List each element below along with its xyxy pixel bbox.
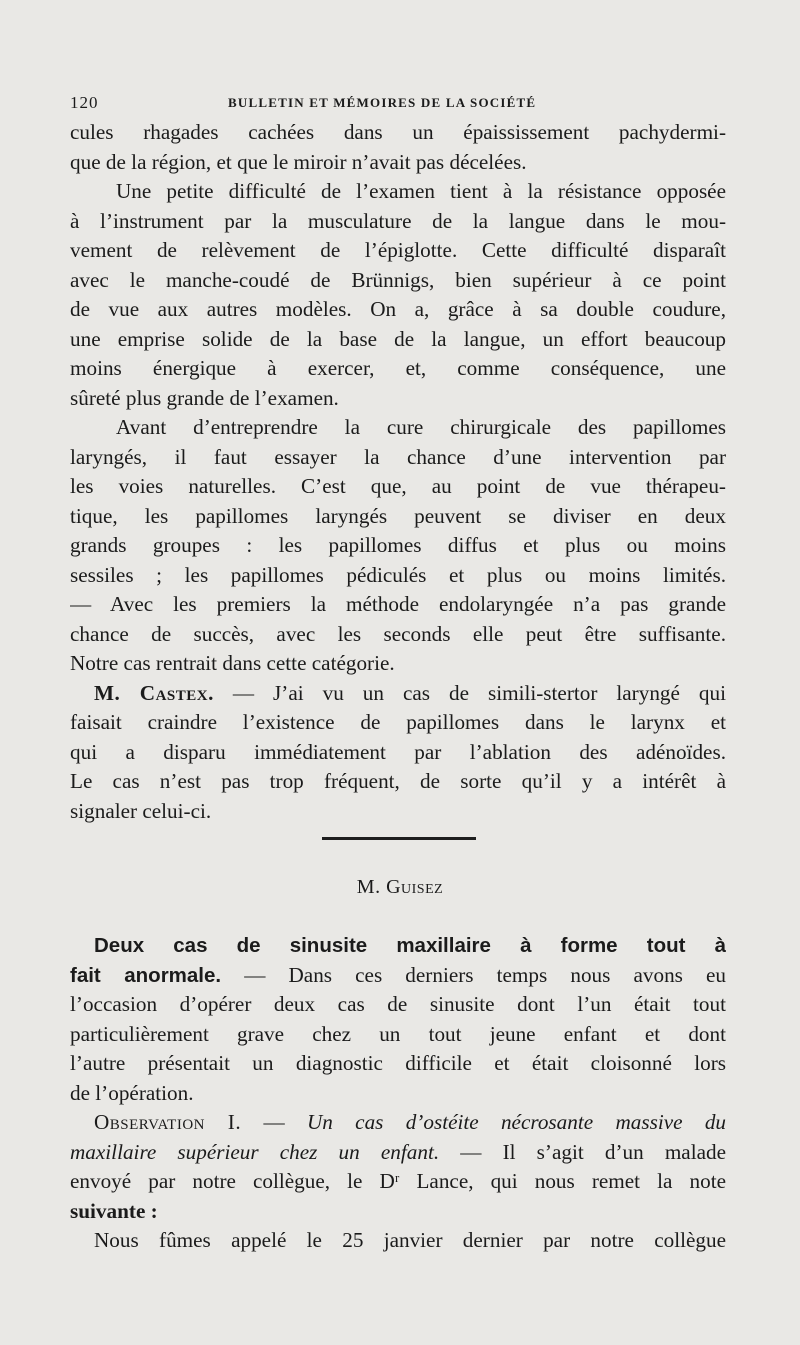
text-line: vement de relèvement de l’épiglotte. Cette difficulté disparaît (70, 238, 726, 262)
text-line: faisait craindre l’existence de papillomes dans le larynx et (70, 710, 726, 734)
speaker-name: M. Castex. (94, 680, 214, 705)
text-line (70, 961, 726, 991)
text-line: Le cas n’est pas trop fréquent, de sorte qu’il y a intérêt à (70, 769, 726, 793)
text-line: de vue aux autres modèles. On a, grâce à sa double coudure, (70, 297, 726, 321)
text-line: envoyé par notre collègue, le Dʳ Lance, qui nous remet la note (70, 1169, 726, 1193)
text-segment: — Il s’agit d’un malade (439, 1139, 726, 1164)
text-line: cules rhagades cachées dans un épaississement pachydermi- (70, 120, 726, 144)
text-line: Nous fûmes appelé le 25 janvier dernier par notre collègue (94, 1228, 726, 1252)
running-title: BULLETIN ET MÉMOIRES DE LA SOCIÉTÉ (228, 95, 537, 110)
text-line: de l’opération. (70, 1080, 194, 1105)
text-line: l’autre présentait un diagnostic difficile et était cloisonné lors (70, 1051, 726, 1075)
text-line: que de la région, et que le miroir n’avait pas décelées. (70, 149, 527, 174)
text-line: qui a disparu immédiatement par l’ablation des adénoïdes. (70, 739, 726, 764)
section-divider (322, 837, 476, 840)
text-line (70, 679, 726, 709)
observation-label: Observation I. (94, 1110, 242, 1134)
page-header (70, 93, 730, 117)
text-line: laryngés, il faut essayer la chance d’une intervention par (70, 444, 726, 469)
observation-title-end: maxillaire supérieur chez un enfant. (70, 1139, 440, 1164)
text-segment: — J’ai vu un cas de simili-stertor laryngé qui (213, 680, 726, 705)
text-line: grands groupes : les papillomes diffus et plus ou moins (70, 533, 726, 557)
text-segment: — Dans ces derniers temps nous avons eu (221, 962, 726, 987)
article-title-end: fait anormale. (70, 963, 222, 987)
text-line: signaler celui-ci. (70, 798, 212, 823)
text-line (70, 1108, 726, 1138)
text-segment: — (241, 1110, 307, 1134)
observation-title: Un cas d’ostéite nécrosante massive du (306, 1110, 726, 1134)
text-line: chance de succès, avec les seconds elle peut être suffisante. (70, 621, 726, 646)
text-line: sûreté plus grande de l’examen. (70, 385, 339, 410)
text-line: les voies naturelles. C’est que, au point de vue thérapeu- (70, 474, 726, 498)
text-line: — Avec les premiers la méthode endolaryngée n’a pas grande (70, 592, 726, 616)
body-text-top (70, 118, 726, 826)
text-line: suivante : (70, 1198, 158, 1223)
body-text-bottom (70, 931, 726, 1256)
text-line: l’occasion d’opérer deux cas de sinusite dont l’un était tout (70, 992, 726, 1016)
text-line: sessiles ; les papillomes pédiculés et plus ou moins limités. (70, 562, 726, 587)
text-line: avec le manche-coudé de Brünnigs, bien supérieur à ce point (70, 267, 726, 292)
text-line: moins énergique à exercer, et, comme conséquence, une (70, 356, 726, 380)
text-line: Notre cas rentrait dans cette catégorie. (70, 651, 395, 675)
article-title: Deux cas de sinusite maxillaire à forme tout à (94, 934, 726, 957)
text-line: particulièrement grave chez un tout jeune enfant et dont (70, 1021, 726, 1046)
text-line (70, 1138, 726, 1168)
text-line: Avant d’entreprendre la cure chirurgicale des papillomes (116, 415, 726, 439)
text-line: Une petite difficulté de l’examen tient à la résistance opposée (116, 179, 726, 203)
author-heading: M. Guisez (356, 876, 444, 898)
text-line: à l’instrument par la musculature de la langue dans le mou- (70, 208, 726, 233)
page-number: 120 (70, 93, 99, 112)
text-line: tique, les papillomes laryngés peuvent se diviser en deux (70, 503, 726, 528)
text-line: une emprise solide de la base de la langue, un effort beaucoup (70, 326, 726, 351)
